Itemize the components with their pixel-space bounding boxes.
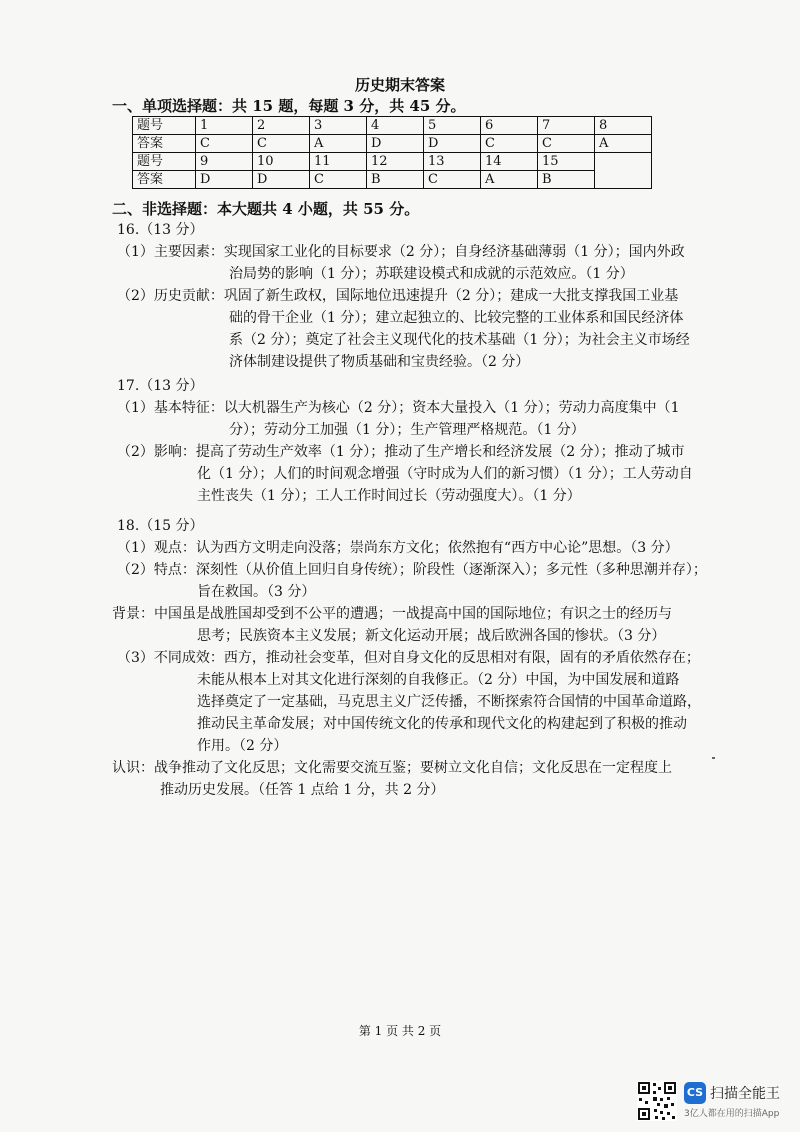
section-1-heading: 一、单项选择题：共 15 题，每题 3 分，共 45 分。 <box>112 97 466 115</box>
table-header-cell: 答案 <box>133 171 196 189</box>
table-cell: 12 <box>367 153 424 171</box>
answer-line: 分）；劳动分工加强（1 分）；生产管理严格规范。（1 分） <box>229 422 585 438</box>
page-title: 历史期末答案 <box>354 76 445 94</box>
table-cell: C <box>424 171 481 189</box>
answer-line: 治局势的影响（1 分）；苏联建设模式和成就的示范效应。（1 分） <box>229 266 634 282</box>
table-cell: 8 <box>595 117 652 135</box>
answer-table <box>132 116 652 189</box>
table-empty-cell <box>595 153 652 189</box>
table-cell: D <box>196 171 253 189</box>
answer-line: （2）特点：深刻性（从价值上回归自身传统）；阶段性（逐渐深入）；多元性（多种思潮并存）； <box>117 562 707 578</box>
table-cell: C <box>253 135 310 153</box>
question-17-heading: 17.（13 分） <box>117 378 204 394</box>
table-cell: C <box>196 135 253 153</box>
answer-line: 推动民主革命发展；对中国传统文化的传承和现代文化的构建起到了积极的推动 <box>197 716 687 732</box>
table-cell: 4 <box>367 117 424 135</box>
table-cell: 7 <box>538 117 595 135</box>
table-cell: 3 <box>310 117 367 135</box>
table-cell: B <box>538 171 595 189</box>
table-cell: C <box>481 135 538 153</box>
table-row <box>133 171 652 189</box>
answer-line: 济体制建设提供了物质基础和宝贵经验。（2 分） <box>229 354 530 370</box>
camscanner-logo-icon: CS <box>684 1082 706 1104</box>
table-cell: C <box>538 135 595 153</box>
table-header-cell: 题号 <box>133 153 196 171</box>
answer-line: （2）影响：提高了劳动生产效率（1 分）；推动了生产增长和经济发展（2 分）；推动了城市 <box>117 444 685 460</box>
table-header-cell: 答案 <box>133 135 196 153</box>
qr-code-icon <box>637 1081 677 1121</box>
answer-line: 化（1 分）；人们的时间观念增强（守时成为人们的新习惯）（1 分）；工人劳动自 <box>197 466 693 482</box>
answer-line: （1）主要因素：实现国家工业化的目标要求（2 分）；自身经济基础薄弱（1 分）；国内外政 <box>117 244 685 260</box>
table-cell: 6 <box>481 117 538 135</box>
camscanner-tagline: 3亿人都在用的扫描App <box>684 1109 780 1119</box>
table-cell: 11 <box>310 153 367 171</box>
table-cell: 13 <box>424 153 481 171</box>
table-cell: 9 <box>196 153 253 171</box>
question-16-heading: 16.（13 分） <box>117 222 204 238</box>
table-header-cell: 题号 <box>133 117 196 135</box>
answer-line: 旨在救国。（3 分） <box>197 584 316 600</box>
table-row <box>133 117 652 135</box>
section-2-heading: 二、非选择题：本大题共 4 小题，共 55 分。 <box>112 200 420 218</box>
table-cell: 2 <box>253 117 310 135</box>
table-row <box>133 153 652 171</box>
answer-line: 思考；民族资本主义发展；新文化运动开展；战后欧洲各国的惨状。（3 分） <box>197 628 666 644</box>
answer-line: （1）观点：认为西方文明走向没落；崇尚东方文化；依然抱有“西方中心论”思想。（3 分） <box>117 540 679 556</box>
answer-line: 推动历史发展。（任答 1 点给 1 分，共 2 分） <box>160 782 445 798</box>
answer-line: （3）不同成效：西方，推动社会变革，但对自身文化的反思相对有限，固有的矛盾依然存在； <box>117 650 700 666</box>
table-row <box>133 135 652 153</box>
table-cell: B <box>367 171 424 189</box>
table-cell: A <box>481 171 538 189</box>
answer-line: 未能从根本上对其文化进行深刻的自我修正。（2 分）中国，为中国发展和道路 <box>197 672 680 688</box>
scan-speck <box>712 757 715 759</box>
table-cell: 14 <box>481 153 538 171</box>
table-cell: 10 <box>253 153 310 171</box>
table-cell: 15 <box>538 153 595 171</box>
table-cell: A <box>595 135 652 153</box>
table-cell: 1 <box>196 117 253 135</box>
page-footer: 第 1 页 共 2 页 <box>358 1024 442 1038</box>
answer-line: 主性丧失（1 分）；工人工作时间过长（劳动强度大）。（1 分） <box>197 488 581 504</box>
answer-line: （1）基本特征：以大机器生产为核心（2 分）；资本大量投入（1 分）；劳动力高度集中（1 <box>117 400 680 416</box>
answer-line: 选择奠定了一定基础，马克思主义广泛传播，不断探索符合国情的中国革命道路， <box>197 694 701 710</box>
answer-line: 作用。（2 分） <box>197 738 288 754</box>
answer-line: 背景：中国虽是战胜国却受到不公平的遭遇；一战提高中国的国际地位；有识之士的经历与 <box>112 606 672 622</box>
table-cell: A <box>310 135 367 153</box>
camscanner-name: 扫描全能王 <box>710 1086 780 1102</box>
question-18-heading: 18.（15 分） <box>117 518 204 534</box>
table-cell: D <box>253 171 310 189</box>
answer-line: 系（2 分）；奠定了社会主义现代化的技术基础（1 分）；为社会主义市场经 <box>229 332 690 348</box>
answer-line: （2）历史贡献：巩固了新生政权，国际地位迅速提升（2 分）；建成一大批支撑我国工业基 <box>117 288 679 304</box>
table-cell: 5 <box>424 117 481 135</box>
answer-line: 础的骨干企业（1 分）；建立起独立的、比较完整的工业体系和国民经济体 <box>229 310 684 326</box>
table-cell: D <box>367 135 424 153</box>
answer-line: 认识：战争推动了文化反思；文化需要交流互鉴；要树立文化自信；文化反思在一定程度上 <box>112 760 672 776</box>
table-cell: C <box>310 171 367 189</box>
table-cell: D <box>424 135 481 153</box>
